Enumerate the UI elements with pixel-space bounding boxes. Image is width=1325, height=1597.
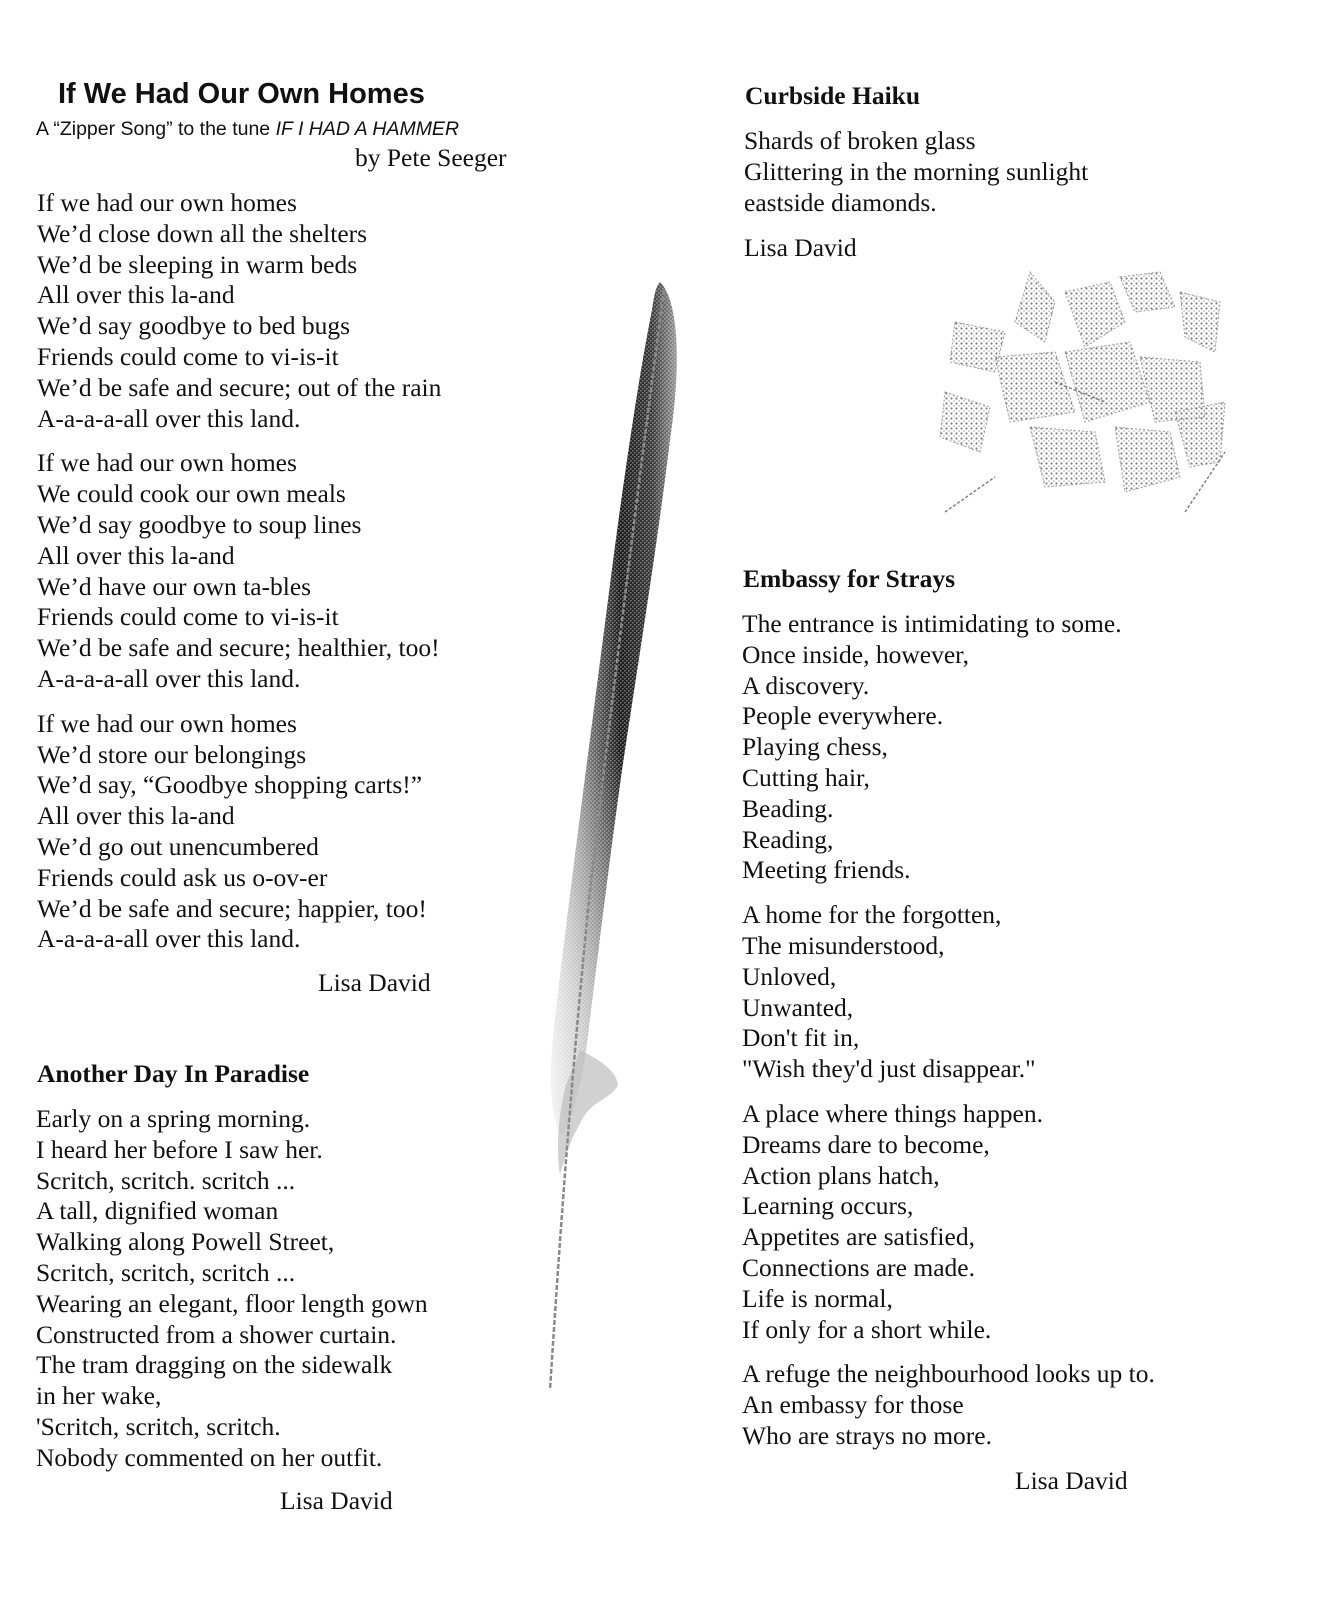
- poem-line: Once inside, however,: [742, 639, 969, 669]
- poem-author: Lisa David: [1015, 1466, 1128, 1495]
- poem-line: Walking along Powell Street,: [36, 1227, 335, 1257]
- subtitle-prefix: A “Zipper Song” to the tune: [36, 118, 276, 140]
- poem-line: Reading,: [742, 824, 834, 854]
- poem-body: [37, 188, 441, 969]
- glass-shard: [1115, 427, 1180, 492]
- poem-line: Unwanted,: [742, 992, 854, 1022]
- poem-line: Cutting hair,: [742, 762, 870, 792]
- poem-line: The misunderstood,: [742, 930, 945, 960]
- poem-line: We’d say, “Goodbye shopping carts!”: [37, 770, 423, 800]
- poem-line: We’d say goodbye to soup lines: [37, 509, 362, 539]
- poem-line: A-a-a-a-all over this land.: [37, 663, 301, 693]
- poem-line: Unloved,: [742, 961, 837, 991]
- poem-line: If we had our own homes: [37, 188, 297, 217]
- poem-body: [744, 126, 1088, 218]
- poem-line: Don't fit in,: [742, 1023, 860, 1053]
- glass-shard: [1175, 402, 1225, 467]
- poem-line: We’d go out unencumbered: [37, 831, 319, 861]
- poem-line: A-a-a-a-all over this land.: [37, 924, 301, 954]
- poem-line: People everywhere.: [742, 701, 944, 731]
- poem-author: Lisa David: [280, 1486, 393, 1515]
- poem-author: Lisa David: [318, 968, 431, 997]
- poem-line: We’d have our own ta-bles: [37, 571, 312, 601]
- stanza: [742, 1099, 1155, 1345]
- poem-line: Action plans hatch,: [742, 1160, 940, 1190]
- poem-line: A-a-a-a-all over this land.: [37, 403, 301, 433]
- poem-line: The tram dragging on the sidewalk: [36, 1350, 393, 1380]
- poem-line: If only for a short while.: [742, 1314, 992, 1344]
- poem-title: Embassy for Strays: [743, 564, 956, 593]
- poem-line: Friends could come to vi-is-it: [37, 341, 339, 371]
- subtitle-tune: IF I HAD A HAMMER: [275, 118, 460, 140]
- poem-line: If we had our own homes: [37, 448, 297, 478]
- poem-line: A refuge the neighbourhood looks up to.: [742, 1359, 1155, 1389]
- feather-illustration: [520, 270, 700, 1400]
- poem-line: Friends could come to vi-is-it: [37, 602, 339, 632]
- stanza: [742, 1359, 1155, 1451]
- poem-body: [36, 1104, 428, 1474]
- poem-line: If we had our own homes: [37, 708, 297, 738]
- poem-line: Friends could ask us o-ov-er: [37, 862, 328, 892]
- poem-line: Scritch, scritch. scritch ...: [36, 1165, 296, 1195]
- poem-line: Early on a spring morning.: [36, 1104, 311, 1133]
- poem-line: "Wish they'd just disappear.": [742, 1054, 1036, 1084]
- poem-line: Appetites are satisfied,: [742, 1222, 975, 1252]
- poem-line: The entrance is intimidating to some.: [742, 609, 1122, 638]
- poem-line: All over this la-and: [37, 540, 235, 570]
- poem-line: Connections are made.: [742, 1252, 975, 1282]
- poem-line: Glittering in the morning sunlight: [744, 156, 1089, 186]
- poem-line: Playing chess,: [742, 732, 888, 762]
- poem-title: Another Day In Paradise: [37, 1059, 310, 1088]
- poem-line: All over this la-and: [37, 801, 235, 831]
- glass-shard: [1065, 282, 1125, 347]
- poem-line: We’d close down all the shelters: [37, 218, 368, 248]
- glass-shard: [1015, 272, 1055, 342]
- poem-line: We’d be safe and secure; happier, too!: [37, 893, 427, 923]
- poem-line: in her wake,: [36, 1381, 162, 1411]
- poem-line: We’d be sleeping in warm beds: [37, 249, 358, 279]
- poem-line: Beading.: [742, 793, 834, 823]
- stanza: [37, 709, 441, 955]
- glass-shard: [1065, 342, 1150, 422]
- poem-line: Shards of broken glass: [744, 126, 976, 155]
- poem-line: All over this la-and: [37, 280, 235, 310]
- poem-body: [742, 609, 1155, 1466]
- glass-crack: [945, 477, 995, 512]
- poem-line: Dreams dare to become,: [742, 1129, 990, 1159]
- poem-subtitle: [36, 117, 459, 141]
- poem-line: Meeting friends.: [742, 855, 911, 885]
- poem-line: An embassy for those: [742, 1390, 964, 1420]
- poem-line: I heard her before I saw her.: [36, 1134, 323, 1164]
- glass-shard: [995, 352, 1075, 422]
- stanza: [37, 188, 441, 434]
- poem-line: Constructed from a shower curtain.: [36, 1319, 397, 1349]
- poem-credit: by Pete Seeger: [355, 143, 507, 172]
- poem-line: A tall, dignified woman: [36, 1196, 279, 1226]
- poem-line: Scritch, scritch, scritch ...: [36, 1257, 296, 1287]
- glass-shard: [1180, 292, 1220, 352]
- glass-shard: [940, 392, 990, 452]
- poem-line: We’d be safe and secure; healthier, too!: [37, 633, 440, 663]
- poem-line: Learning occurs,: [742, 1191, 914, 1221]
- stanza: [37, 448, 441, 694]
- glass-shard: [1120, 272, 1175, 312]
- poem-line: eastside diamonds.: [744, 187, 937, 217]
- poem-line: Wearing an elegant, floor length gown: [36, 1288, 428, 1318]
- poem-line: We could cook our own meals: [37, 479, 346, 509]
- broken-glass-illustration: [935, 262, 1235, 522]
- stanza: [742, 900, 1155, 1085]
- glass-shard: [1030, 427, 1105, 487]
- poem-line: 'Scritch, scritch, scritch.: [36, 1411, 281, 1441]
- poem-line: A discovery.: [742, 670, 870, 700]
- poem-title: Curbside Haiku: [745, 81, 921, 110]
- poem-line: Who are strays no more.: [742, 1420, 992, 1450]
- poem-line: A place where things happen.: [742, 1098, 1043, 1128]
- poem-line: A home for the forgotten,: [742, 900, 1002, 930]
- poem-line: Nobody commented on her outfit.: [36, 1442, 383, 1472]
- poem-line: Life is normal,: [742, 1283, 893, 1313]
- poem-line: We’d say goodbye to bed bugs: [37, 311, 351, 341]
- poem-author: Lisa David: [744, 233, 857, 262]
- poem-line: We’d be safe and secure; out of the rain: [37, 372, 442, 402]
- stanza: [742, 609, 1155, 886]
- poem-title: If We Had Our Own Homes: [58, 78, 425, 110]
- poem-line: We’d store our belongings: [37, 739, 307, 769]
